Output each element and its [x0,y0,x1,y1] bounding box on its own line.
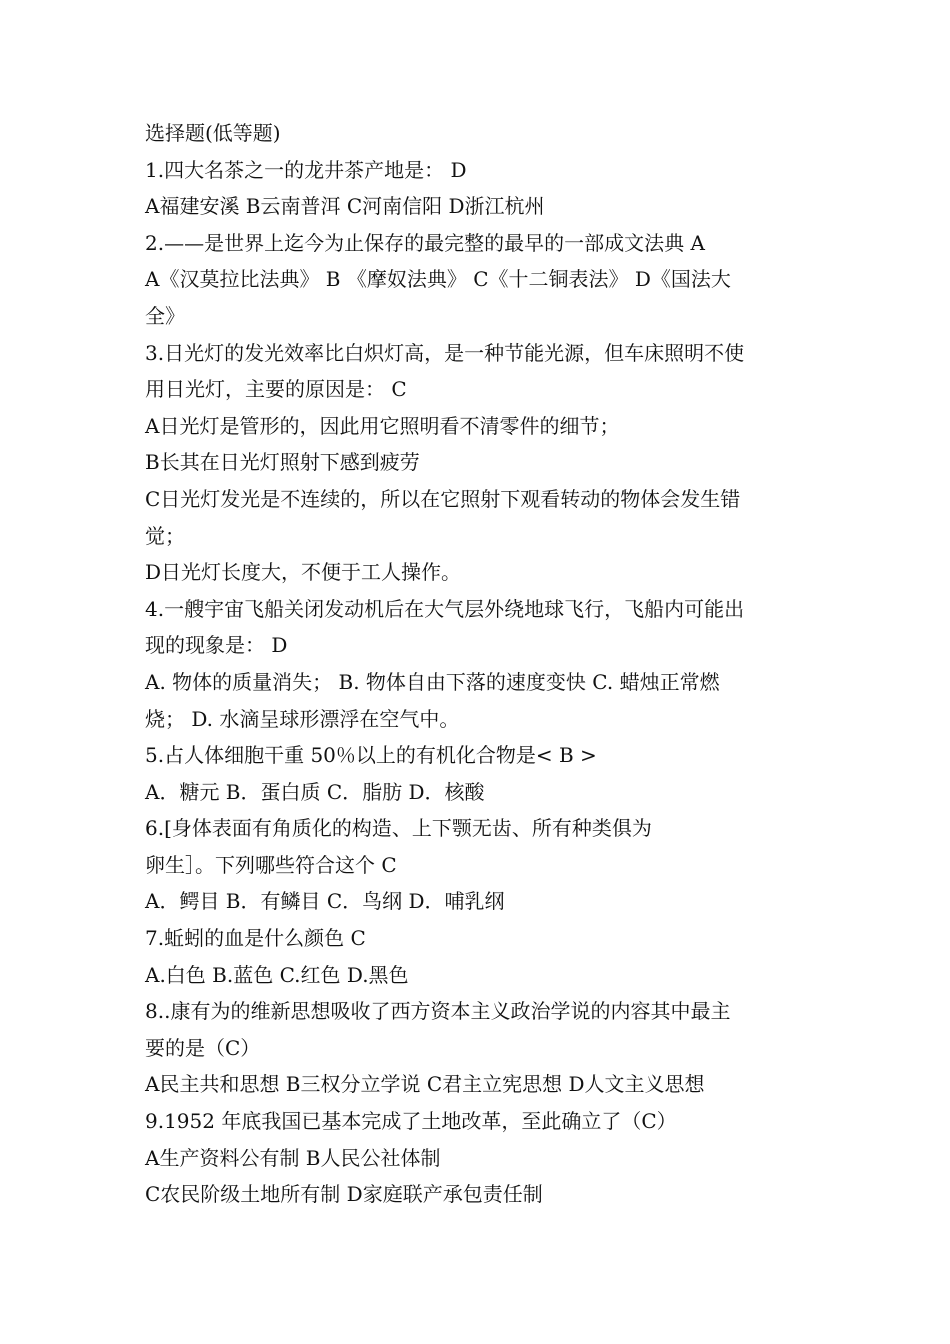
document-page [145,115,815,1213]
question-2-options: A《汉莫拉比法典》 B 《摩奴法典》 C《十二铜表法》 D《国法大 [145,267,731,292]
question-1-options: A福建安溪 B云南普洱 C河南信阳 D浙江杭州 [145,194,545,219]
question-3-option-d: D日光灯长度大，不便于工人操作。 [145,560,462,585]
question-3-option-c: C日光灯发光是不连续的，所以在它照射下观看转动的物体会发生错 [145,486,741,511]
question-6-cont: 卵生］。下列哪些符合这个 C [145,852,397,877]
question-6-options: A．鳄目 B．有鳞目 C．鸟纲 D．哺乳纲 [145,889,505,914]
question-3-option-b: B长其在日光灯照射下感到疲劳 [145,450,420,475]
question-3-cont: 用日光灯，主要的原因是： C [145,377,407,402]
question-3: 3.日光灯的发光效率比白炽灯高，是一种节能光源，但车床照明不使 [145,340,745,365]
question-2-options-cont: 全》 [145,303,185,328]
question-6: 6.[身体表面有角质化的构造、上下颚无齿、所有种类俱为 [145,816,652,841]
question-8: 8..康有为的维新思想吸收了西方资本主义政治学说的内容其中最主 [145,999,731,1024]
question-5: 5.占人体细胞干重 50％以上的有机化合物是< B > [145,743,597,768]
question-3-option-a: A日光灯是管形的，因此用它照明看不清零件的细节； [145,413,620,438]
question-4-cont: 现的现象是： D [145,633,288,658]
question-3-option-c-cont: 觉； [145,523,185,548]
section-heading: 选择题(低等题) [145,121,281,145]
question-4: 4.一艘宇宙飞船关闭发动机后在大气层外绕地球飞行，飞船内可能出 [145,596,745,621]
question-1: 1.四大名茶之一的龙井茶产地是： D [145,157,467,182]
question-5-options: A．糖元 B．蛋白质 C．脂肪 D．核酸 [145,779,485,804]
question-4-options: A. 物体的质量消失； B. 物体自由下落的速度变快 C. 蜡烛正常燃 [145,669,720,694]
question-7: 7.蚯蚓的血是什么颜色 C [145,926,366,951]
question-4-options-cont: 烧； D. 水滴呈球形漂浮在空气中。 [145,706,460,731]
question-8-options: A民主共和思想 B三权分立学说 C君主立宪思想 D人文主义思想 [145,1072,705,1097]
question-9-options-cont: C农民阶级土地所有制 D家庭联产承包责任制 [145,1182,543,1207]
question-2: 2.——是世界上迄今为止保存的最完整的最早的一部成文法典 A [145,230,705,255]
question-8-cont: 要的是（C） [145,1035,261,1060]
question-7-options: A.白色 B.蓝色 C.红色 D.黑色 [145,962,409,987]
question-9-options: A生产资料公有制 B人民公社体制 [145,1145,441,1170]
question-9: 9.1952 年底我国已基本完成了土地改革，至此确立了（C） [145,1109,677,1134]
